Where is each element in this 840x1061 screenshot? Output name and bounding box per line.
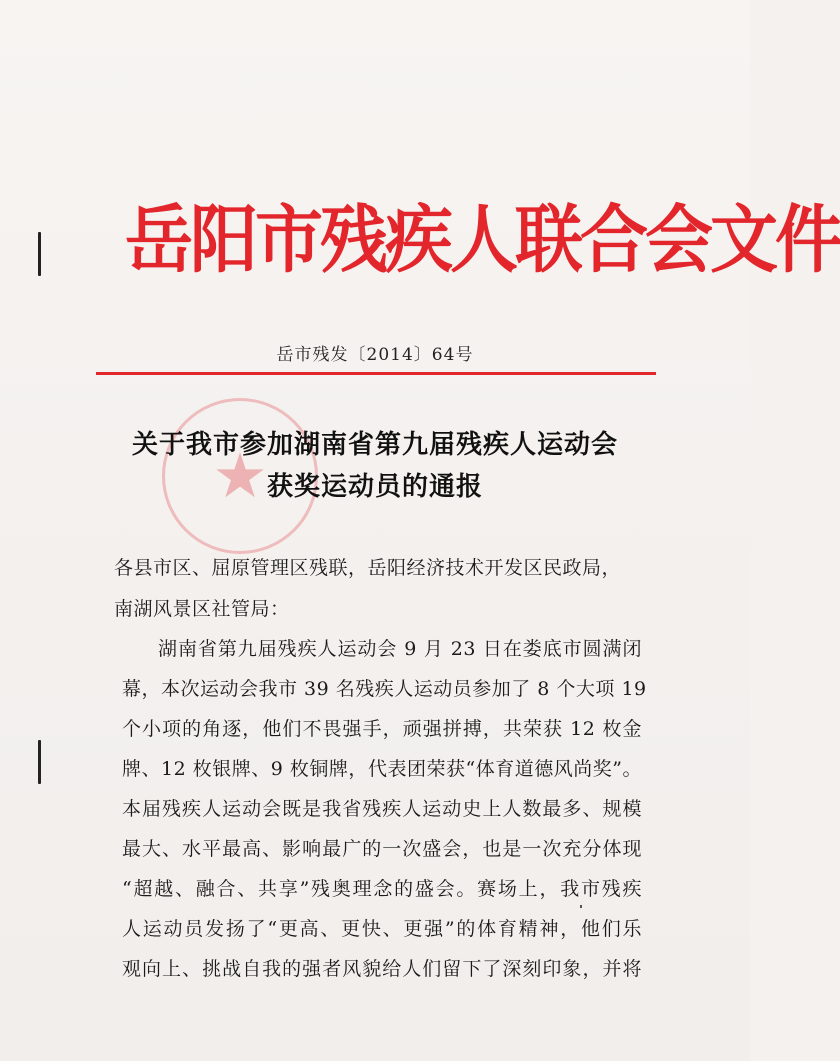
document-title-line-2: 获奖运动员的通报	[266, 472, 483, 502]
document-number: 岳市残发〔2014〕64号	[276, 345, 474, 365]
body-paragraph-line: 最大、水平最高、影响最广的一次盛会，也是一次充分体现	[122, 838, 642, 860]
binding-mark-bottom	[38, 740, 41, 784]
seal-star-icon: ★	[212, 439, 268, 512]
body-paragraph-line: 观向上、挑战自我的强者风貌给人们留下了深刻印象，并将	[122, 958, 642, 980]
salutation-line-2: 南湖风景区社管局：	[114, 598, 290, 620]
salutation-line-1: 各县市区、屈原管理区残联，岳阳经济技术开发区民政局，	[114, 557, 622, 579]
header-red-rule	[96, 372, 656, 375]
document-title-line-1: 关于我市参加湖南省第九届残疾人运动会	[131, 430, 618, 460]
body-paragraph-line: 个小项的角逐，他们不畏强手，顽强拼搏，共荣获 12 枚金	[122, 718, 642, 740]
body-paragraph-line: 幕，本次运动会我市 39 名残疾人运动员参加了 8 个大项 19	[122, 678, 647, 700]
binding-mark-top	[38, 232, 41, 276]
body-paragraph-line: 本届残疾人运动会既是我省残疾人运动史上人数最多、规模	[122, 798, 642, 820]
body-paragraph-line: “超越、融合、共享”残奥理念的盛会。赛场上，我市残疾	[122, 878, 642, 900]
paper-speck	[580, 905, 582, 908]
body-paragraph-line: 牌、12 枚银牌、9 枚铜牌，代表团荣获“体育道德风尚奖”。	[122, 758, 642, 780]
body-paragraph-line: 湖南省第九届残疾人运动会 9 月 23 日在娄底市圆满闭	[158, 638, 642, 660]
body-paragraph-line: 人运动员发扬了“更高、更快、更强”的体育精神，他们乐	[122, 918, 642, 940]
issuing-org-header: 岳阳市残疾人联合会文件	[125, 196, 840, 284]
